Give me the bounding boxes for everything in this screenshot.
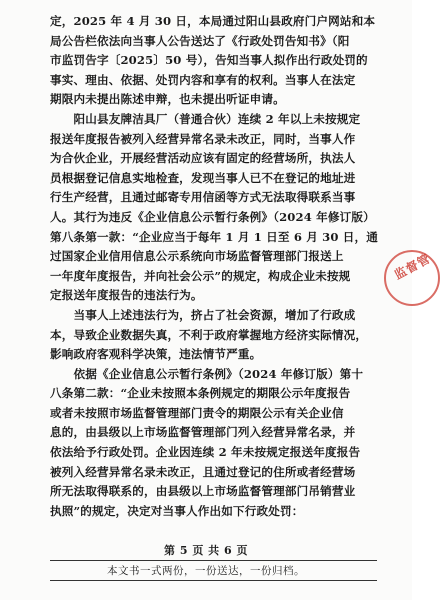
text-line: 阳山县友牌洁具厂（普通合伙）连续 2 年以上未按规定 bbox=[50, 111, 361, 126]
text-line: 依据《企业信息公示暂行条例》（2024 年修订版）第十 bbox=[50, 366, 364, 381]
text-line: 为合伙企业，开展经营活动应该有固定的经营场所，执法人 bbox=[50, 151, 356, 166]
footer-divider-bottom bbox=[50, 580, 377, 581]
text-line: 依法给予行政处罚。企业因连续 2 年未按规定报送年度报告 bbox=[50, 445, 361, 460]
text-line: 员根据登记信息实地检查，发现当事人已不在登记的地址进 bbox=[50, 170, 356, 185]
text-line: 市监罚告字〔2025〕50 号），告知当事人拟作出行政处罚的 bbox=[50, 53, 368, 68]
text-line: 被列入经营异常名录未改正，且通过登记的住所或者经营场 bbox=[50, 464, 356, 479]
text-line: 定，2025 年 4 月 30 日，本局通过阳山县政府门户网站和本 bbox=[50, 14, 376, 28]
text-line: 或者未按照市场监督管理部门责令的期限公示有关企业信 bbox=[50, 405, 344, 420]
text-line: 执照”的规定，决定对当事人作出如下行政处罚： bbox=[50, 503, 304, 518]
document-body bbox=[50, 12, 377, 521]
text-line: 八条第二款：“企业未按照本条例规定的期限公示年度报告 bbox=[50, 386, 351, 401]
text-line: 第八条第一款：“企业应当于每年 1 月 1 日至 6 月 30 日，通 bbox=[50, 229, 379, 244]
text-line: 期限内未提出陈述申辩，也未提出听证申请。 bbox=[50, 92, 285, 107]
text-line: 本，导致企业数据失真，不利于政府掌握地方经济实际情况， bbox=[50, 327, 368, 342]
text-line: 行生产经营，且通过邮寄专用信函等方式无法取得联系当事 bbox=[50, 190, 356, 205]
text-line: 定报送年度报告的违法行为。 bbox=[50, 288, 203, 303]
text-line: 事实、理由、依据、处罚内容和享有的权利。当事人在法定 bbox=[50, 72, 356, 87]
footer-divider-top bbox=[50, 560, 377, 561]
text-line: 当事人上述违法行为，挤占了社会资源，增加了行政成 bbox=[50, 307, 356, 322]
text-line: 过国家企业信用信息公示系统向市场监督管理部门报送上 bbox=[50, 249, 344, 264]
page-number: 第 5 页 共 6 页 bbox=[164, 544, 248, 557]
text-line: 所无法取得联系的，由县级以上市场监督管理部门吊销营业 bbox=[50, 484, 356, 499]
text-line: 影响政府客观科学决策，违法情节严重。 bbox=[50, 347, 262, 362]
text-line: 人。其行为违反《企业信息公示暂行条例》（2024 年修订版） bbox=[50, 209, 375, 224]
text-line: 息的，由县级以上市场监督管理部门列入经营异常名录，并 bbox=[50, 425, 356, 440]
text-line: 局公告栏依法向当事人公告送达了《行政处罚告知书》（阳 bbox=[50, 33, 350, 48]
text-line: 报送年度报告被列入经营异常名录未改正，同时，当事人作 bbox=[50, 131, 356, 146]
footer-note: 本文书一式两份，一份送达，一份归档。 bbox=[107, 565, 305, 577]
text-line: 一年度年度报告，并向社会公示”的规定，构成企业未按规 bbox=[50, 268, 351, 283]
seal-text: 监督管 bbox=[391, 251, 433, 283]
